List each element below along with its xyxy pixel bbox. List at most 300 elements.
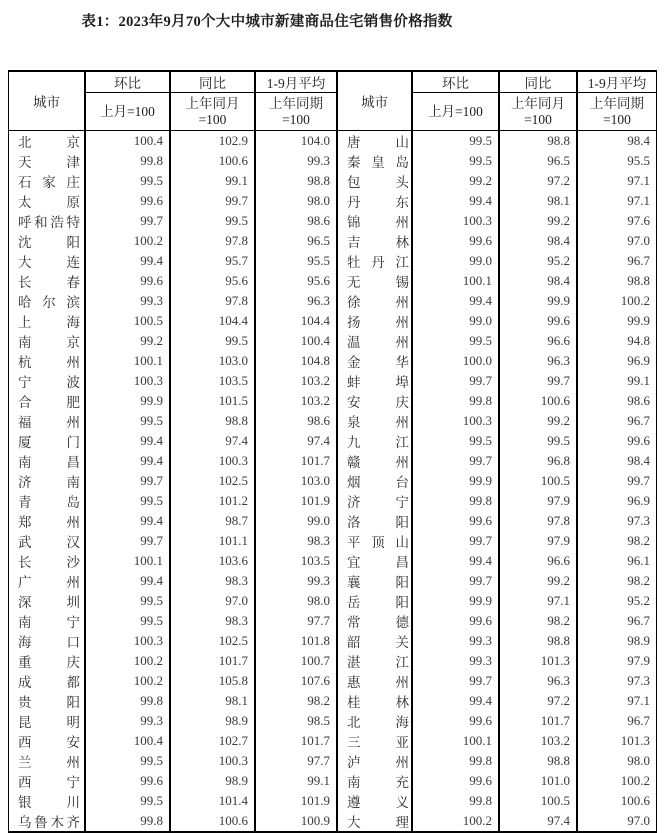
yoy-cell: 97.2 (498, 171, 576, 191)
table-row (9, 751, 656, 771)
yoy-cell: 98.8 (169, 411, 254, 431)
avg-cell: 97.0 (576, 811, 656, 831)
table-row (9, 491, 656, 511)
city-name: 哈尔滨 (18, 295, 80, 310)
yoy-cell: 98.9 (169, 711, 254, 731)
city-cell (9, 751, 84, 771)
city-name: 遵义 (347, 795, 409, 810)
city-name: 丹东 (347, 195, 409, 210)
city-cell (336, 451, 411, 471)
mom-cell: 100.1 (84, 551, 169, 571)
city-cell (336, 311, 411, 331)
avg-cell: 98.6 (254, 211, 336, 231)
avg-cell: 95.5 (254, 251, 336, 271)
yoy-cell: 98.3 (169, 611, 254, 631)
avg-cell: 101.3 (576, 731, 656, 751)
city-cell (336, 471, 411, 491)
city-cell (336, 391, 411, 411)
table-row (9, 331, 656, 351)
city-cell (9, 171, 84, 191)
avg-cell: 96.7 (576, 711, 656, 731)
city-cell (9, 451, 84, 471)
city-name: 南京 (18, 335, 80, 350)
yoy-cell: 101.2 (169, 491, 254, 511)
avg-cell: 103.0 (254, 471, 336, 491)
mom-cell: 99.7 (411, 671, 498, 691)
city-name: 温州 (347, 335, 409, 350)
header-yoy-label-right: 同比 (498, 72, 576, 93)
city-name: 南昌 (18, 455, 80, 470)
avg-cell: 97.6 (576, 211, 656, 231)
yoy-cell: 101.3 (498, 651, 576, 671)
avg-cell: 101.8 (254, 631, 336, 651)
avg-cell: 98.4 (576, 451, 656, 471)
city-name: 桂林 (347, 695, 409, 710)
mom-cell: 100.1 (411, 271, 498, 291)
table-row (9, 251, 656, 271)
avg-cell: 97.1 (576, 191, 656, 211)
mom-cell: 99.7 (411, 371, 498, 391)
yoy-cell: 97.4 (498, 811, 576, 831)
price-index-table (9, 72, 656, 831)
mom-cell: 99.4 (411, 551, 498, 571)
table-row (9, 511, 656, 531)
city-name: 重庆 (18, 655, 80, 670)
yoy-cell: 98.8 (498, 631, 576, 651)
city-name: 武汉 (18, 535, 80, 550)
mom-cell: 99.8 (84, 811, 169, 831)
mom-cell: 99.0 (411, 251, 498, 271)
city-name: 扬州 (347, 315, 409, 330)
city-name: 锦州 (347, 215, 409, 230)
yoy-cell: 98.7 (169, 511, 254, 531)
header-mom-label-right: 环比 (411, 72, 498, 93)
yoy-cell: 99.2 (498, 211, 576, 231)
table-row (9, 211, 656, 231)
header-yoy-base-line1: 上年同月 (511, 95, 565, 111)
table-row (9, 771, 656, 791)
city-name: 宁波 (18, 375, 80, 390)
header-yoy-base-right (498, 93, 576, 131)
avg-cell: 96.7 (576, 251, 656, 271)
avg-cell: 98.9 (576, 631, 656, 651)
city-cell (336, 151, 411, 171)
avg-cell: 103.2 (254, 371, 336, 391)
header-avg-label-right: 1-9月平均 (576, 72, 656, 93)
mom-cell: 99.6 (411, 611, 498, 631)
yoy-cell: 95.6 (169, 271, 254, 291)
avg-cell: 96.1 (576, 551, 656, 571)
avg-cell: 96.7 (576, 411, 656, 431)
city-name: 石家庄 (18, 175, 80, 190)
mom-cell: 100.3 (84, 371, 169, 391)
city-cell (336, 731, 411, 751)
mom-cell: 99.2 (84, 331, 169, 351)
city-cell (9, 771, 84, 791)
avg-cell: 104.0 (254, 131, 336, 151)
avg-cell: 97.7 (254, 611, 336, 631)
city-name: 泸州 (347, 755, 409, 770)
city-cell (9, 411, 84, 431)
city-cell (9, 551, 84, 571)
city-name: 贵阳 (18, 695, 80, 710)
city-name: 福州 (18, 415, 80, 430)
mom-cell: 100.4 (84, 131, 169, 151)
city-cell (9, 811, 84, 831)
city-name: 牡丹江 (347, 255, 409, 270)
yoy-cell: 97.8 (169, 291, 254, 311)
city-cell (336, 271, 411, 291)
yoy-cell: 98.9 (169, 771, 254, 791)
city-cell (336, 551, 411, 571)
city-cell (9, 331, 84, 351)
city-name: 大理 (347, 815, 409, 830)
yoy-cell: 97.9 (498, 531, 576, 551)
yoy-cell: 100.6 (169, 151, 254, 171)
table-row (9, 371, 656, 391)
yoy-cell: 100.6 (169, 811, 254, 831)
table-row (9, 551, 656, 571)
yoy-cell: 103.2 (498, 731, 576, 751)
header-avg-base-line1: 上年同期 (590, 95, 644, 111)
header-yoy-base-line2: =100 (524, 111, 552, 127)
header-mom-label-left: 环比 (84, 72, 169, 93)
avg-cell: 98.8 (254, 171, 336, 191)
yoy-cell: 99.5 (498, 431, 576, 451)
city-cell (336, 431, 411, 451)
city-name: 上海 (18, 315, 80, 330)
city-name: 太原 (18, 195, 80, 210)
city-name: 北海 (347, 715, 409, 730)
city-name: 无锡 (347, 275, 409, 290)
avg-cell: 101.7 (254, 451, 336, 471)
city-cell (336, 651, 411, 671)
yoy-cell: 97.1 (498, 591, 576, 611)
table-row (9, 711, 656, 731)
city-name: 乌鲁木齐 (18, 815, 80, 830)
yoy-cell: 98.8 (498, 131, 576, 151)
city-name: 昆明 (18, 715, 80, 730)
table-row (9, 151, 656, 171)
mom-cell: 99.7 (84, 211, 169, 231)
table-row (9, 791, 656, 811)
city-cell (336, 131, 411, 151)
city-name: 秦皇岛 (347, 155, 409, 170)
yoy-cell: 101.7 (169, 651, 254, 671)
city-name: 襄阳 (347, 575, 409, 590)
avg-cell: 97.7 (254, 751, 336, 771)
avg-cell: 96.9 (576, 351, 656, 371)
avg-cell: 98.2 (576, 531, 656, 551)
mom-cell: 99.6 (84, 191, 169, 211)
city-name: 三亚 (347, 735, 409, 750)
yoy-cell: 102.9 (169, 131, 254, 151)
mom-cell: 99.6 (411, 231, 498, 251)
mom-cell: 99.7 (84, 531, 169, 551)
city-name: 徐州 (347, 295, 409, 310)
header-yoy-label-left: 同比 (169, 72, 254, 93)
city-name: 西宁 (18, 775, 80, 790)
city-name: 南充 (347, 775, 409, 790)
avg-cell: 103.2 (254, 391, 336, 411)
city-name: 赣州 (347, 455, 409, 470)
table-body (9, 131, 656, 831)
table-row (9, 731, 656, 751)
mom-cell: 99.3 (411, 651, 498, 671)
yoy-cell: 96.8 (498, 451, 576, 471)
yoy-cell: 103.5 (169, 371, 254, 391)
yoy-cell: 99.2 (498, 411, 576, 431)
yoy-cell: 102.5 (169, 471, 254, 491)
city-cell (9, 611, 84, 631)
city-cell (9, 291, 84, 311)
table-row (9, 571, 656, 591)
city-name: 湛江 (347, 655, 409, 670)
city-cell (336, 411, 411, 431)
yoy-cell: 97.4 (169, 431, 254, 451)
avg-cell: 98.6 (254, 411, 336, 431)
city-cell (9, 571, 84, 591)
city-cell (9, 431, 84, 451)
city-cell (336, 491, 411, 511)
header-avg-base-line2: =100 (282, 111, 310, 127)
mom-cell: 99.7 (84, 471, 169, 491)
header-city-right: 城市 (336, 72, 411, 131)
avg-cell: 95.6 (254, 271, 336, 291)
avg-cell: 100.7 (254, 651, 336, 671)
yoy-cell: 99.6 (498, 311, 576, 331)
header-avg-label-left: 1-9月平均 (254, 72, 336, 93)
city-cell (336, 371, 411, 391)
mom-cell: 99.5 (84, 751, 169, 771)
city-cell (336, 691, 411, 711)
mom-cell: 99.3 (411, 631, 498, 651)
avg-cell: 97.3 (576, 511, 656, 531)
city-cell (336, 571, 411, 591)
yoy-cell: 97.2 (498, 691, 576, 711)
table-row (9, 191, 656, 211)
city-cell (9, 491, 84, 511)
mom-cell: 100.5 (84, 311, 169, 331)
city-name: 呼和浩特 (18, 215, 80, 230)
avg-cell: 100.4 (254, 331, 336, 351)
city-name: 北京 (18, 135, 80, 150)
yoy-cell: 98.4 (498, 231, 576, 251)
mom-cell: 99.6 (84, 771, 169, 791)
city-name: 成都 (18, 675, 80, 690)
yoy-cell: 97.0 (169, 591, 254, 611)
avg-cell: 104.8 (254, 351, 336, 371)
avg-cell: 99.1 (576, 371, 656, 391)
table-row (9, 531, 656, 551)
city-cell (9, 391, 84, 411)
yoy-cell: 101.7 (498, 711, 576, 731)
mom-cell: 99.5 (84, 171, 169, 191)
mom-cell: 99.3 (84, 291, 169, 311)
avg-cell: 98.2 (576, 571, 656, 591)
city-name: 安庆 (347, 395, 409, 410)
mom-cell: 99.4 (84, 511, 169, 531)
yoy-cell: 102.7 (169, 731, 254, 751)
city-name: 吉林 (347, 235, 409, 250)
city-cell (9, 231, 84, 251)
mom-cell: 99.4 (84, 451, 169, 471)
mom-cell: 99.4 (84, 251, 169, 271)
city-cell (9, 791, 84, 811)
yoy-cell: 99.5 (169, 211, 254, 231)
mom-cell: 99.5 (411, 151, 498, 171)
price-index-table-frame (8, 70, 657, 833)
avg-cell: 101.9 (254, 491, 336, 511)
city-cell (336, 771, 411, 791)
mom-cell: 99.6 (411, 711, 498, 731)
city-name: 济南 (18, 475, 80, 490)
city-name: 合肥 (18, 395, 80, 410)
avg-cell: 107.6 (254, 671, 336, 691)
yoy-cell: 98.2 (498, 611, 576, 631)
yoy-cell: 98.1 (498, 191, 576, 211)
city-name: 兰州 (18, 755, 80, 770)
city-name: 平顶山 (347, 535, 409, 550)
city-cell (9, 591, 84, 611)
city-name: 岳阳 (347, 595, 409, 610)
yoy-cell: 98.1 (169, 691, 254, 711)
mom-cell: 99.6 (411, 511, 498, 531)
mom-cell: 99.5 (84, 491, 169, 511)
yoy-cell: 99.7 (498, 371, 576, 391)
mom-cell: 99.0 (411, 311, 498, 331)
mom-cell: 99.8 (411, 391, 498, 411)
yoy-cell: 96.6 (498, 551, 576, 571)
avg-cell: 95.5 (576, 151, 656, 171)
avg-cell: 98.6 (576, 391, 656, 411)
city-cell (9, 691, 84, 711)
table-row (9, 351, 656, 371)
city-name: 包头 (347, 175, 409, 190)
table-row (9, 591, 656, 611)
city-cell (336, 711, 411, 731)
yoy-cell: 103.0 (169, 351, 254, 371)
avg-cell: 99.3 (254, 571, 336, 591)
yoy-cell: 97.8 (498, 511, 576, 531)
avg-cell: 98.4 (576, 131, 656, 151)
yoy-cell: 100.3 (169, 451, 254, 471)
city-name: 大连 (18, 255, 80, 270)
yoy-cell: 99.2 (498, 571, 576, 591)
header-avg-base-right (576, 93, 656, 131)
avg-cell: 98.3 (254, 531, 336, 551)
mom-cell: 100.2 (84, 231, 169, 251)
avg-cell: 103.5 (254, 551, 336, 571)
avg-cell: 98.2 (254, 691, 336, 711)
city-cell (336, 511, 411, 531)
avg-cell: 97.0 (576, 231, 656, 251)
city-cell (336, 191, 411, 211)
mom-cell: 100.3 (411, 211, 498, 231)
avg-cell: 98.5 (254, 711, 336, 731)
avg-cell: 95.2 (576, 591, 656, 611)
city-cell (336, 351, 411, 371)
yoy-cell: 102.5 (169, 631, 254, 651)
mom-cell: 99.3 (84, 711, 169, 731)
city-cell (336, 791, 411, 811)
avg-cell: 99.3 (254, 151, 336, 171)
city-cell (336, 231, 411, 251)
yoy-cell: 99.7 (169, 191, 254, 211)
yoy-cell: 98.3 (169, 571, 254, 591)
table-row (9, 171, 656, 191)
city-cell (9, 731, 84, 751)
city-cell (336, 611, 411, 631)
city-cell (9, 271, 84, 291)
mom-cell: 99.9 (411, 471, 498, 491)
mom-cell: 99.8 (411, 751, 498, 771)
yoy-cell: 101.4 (169, 791, 254, 811)
city-name: 金华 (347, 355, 409, 370)
mom-cell: 100.3 (411, 411, 498, 431)
city-cell (9, 631, 84, 651)
header-yoy-base-line2: =100 (198, 111, 227, 127)
table-row (9, 451, 656, 471)
city-name: 洛阳 (347, 515, 409, 530)
yoy-cell: 96.3 (498, 671, 576, 691)
yoy-cell: 100.6 (498, 391, 576, 411)
city-cell (336, 591, 411, 611)
yoy-cell: 96.5 (498, 151, 576, 171)
city-name: 济宁 (347, 495, 409, 510)
yoy-cell: 99.5 (169, 331, 254, 351)
mom-cell: 99.8 (84, 151, 169, 171)
city-name: 蚌埠 (347, 375, 409, 390)
yoy-cell: 97.8 (169, 231, 254, 251)
yoy-cell: 101.5 (169, 391, 254, 411)
city-name: 杭州 (18, 355, 80, 370)
header-avg-base-line1: 上年同期 (269, 95, 323, 111)
city-name: 广州 (18, 575, 80, 590)
city-name: 海口 (18, 635, 80, 650)
yoy-cell: 99.9 (498, 291, 576, 311)
city-cell (336, 251, 411, 271)
city-name: 郑州 (18, 515, 80, 530)
header-mom-base-left: 上月=100 (84, 93, 169, 131)
city-name: 厦门 (18, 435, 80, 450)
yoy-cell: 96.3 (498, 351, 576, 371)
yoy-cell: 101.1 (169, 531, 254, 551)
mom-cell: 99.4 (411, 691, 498, 711)
avg-cell: 98.0 (576, 751, 656, 771)
avg-cell: 98.0 (254, 191, 336, 211)
city-name: 烟台 (347, 475, 409, 490)
city-cell (9, 651, 84, 671)
city-name: 唐山 (347, 135, 409, 150)
mom-cell: 99.4 (84, 571, 169, 591)
table-row (9, 291, 656, 311)
city-cell (9, 671, 84, 691)
city-name: 九江 (347, 435, 409, 450)
mom-cell: 99.5 (84, 411, 169, 431)
city-name: 银川 (18, 795, 80, 810)
city-cell (9, 211, 84, 231)
table-row (9, 411, 656, 431)
table-row (9, 651, 656, 671)
yoy-cell: 97.9 (498, 491, 576, 511)
avg-cell: 100.6 (576, 791, 656, 811)
city-cell (9, 151, 84, 171)
city-cell (9, 471, 84, 491)
city-cell (9, 311, 84, 331)
mom-cell: 99.5 (411, 131, 498, 151)
mom-cell: 99.7 (411, 451, 498, 471)
